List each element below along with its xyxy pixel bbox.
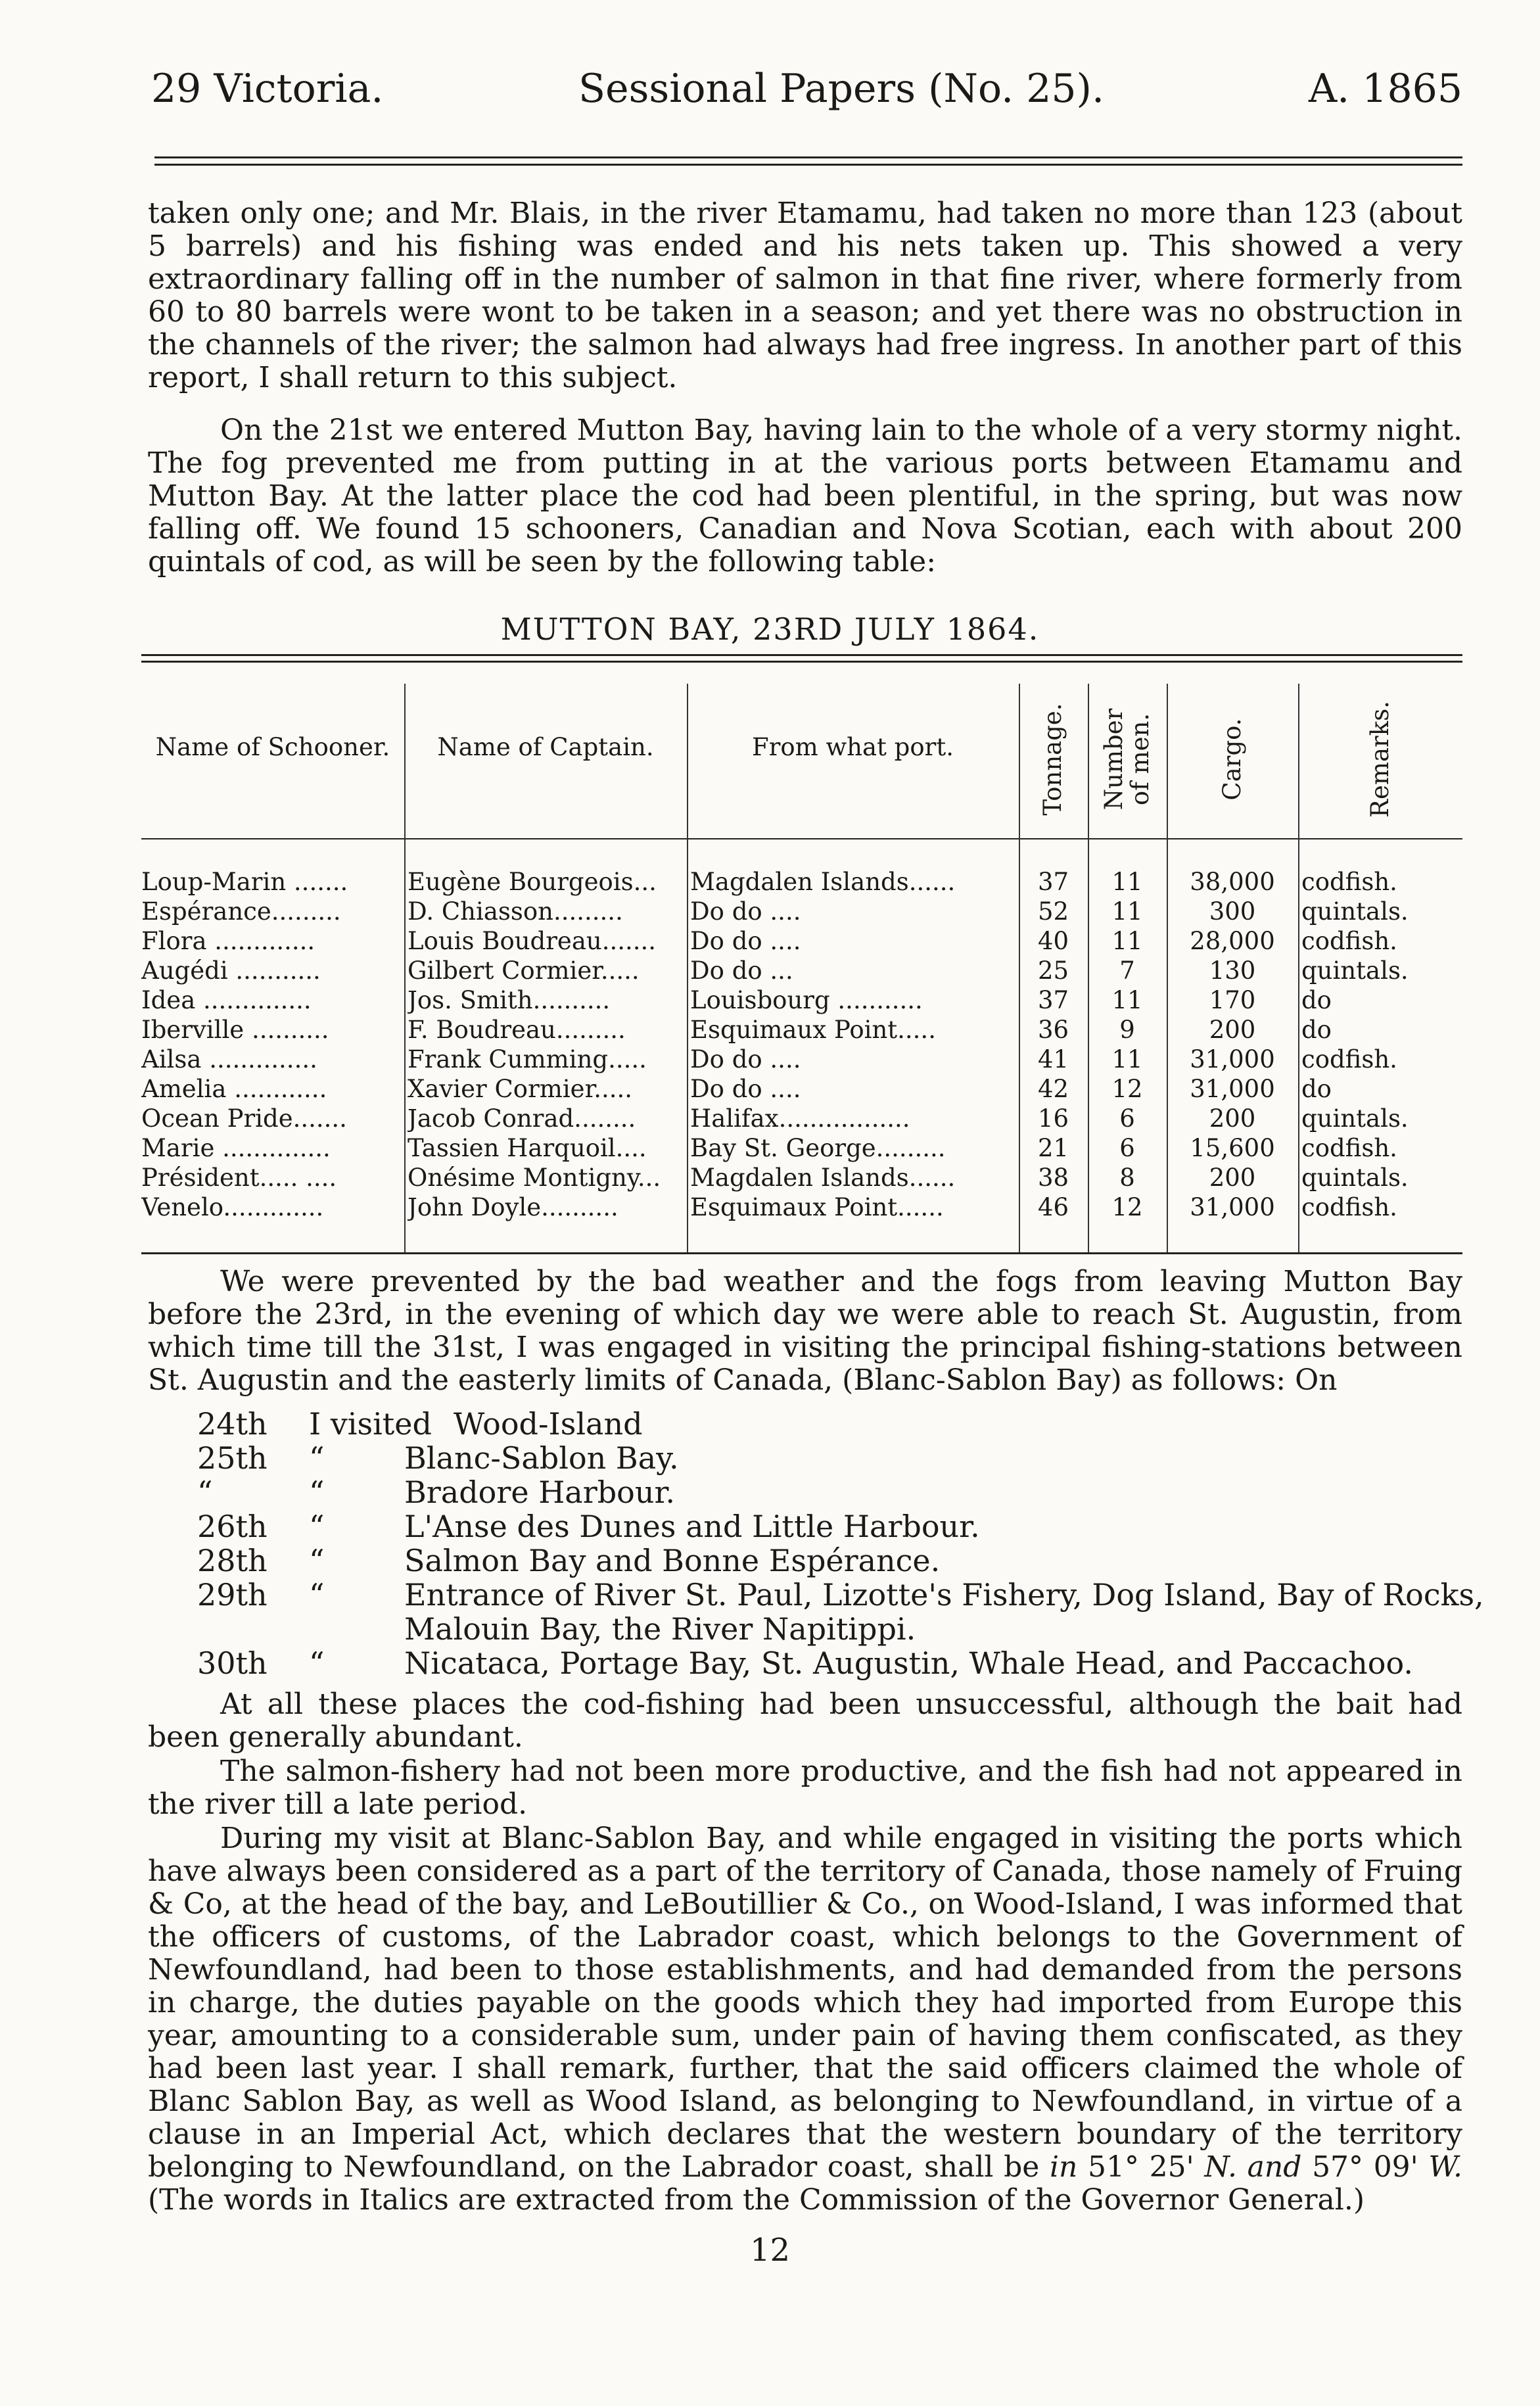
- cell-schooner: Ocean Pride.......: [141, 1104, 347, 1133]
- table-row: [141, 1164, 1462, 1192]
- paragraph-6: [148, 1822, 1462, 2217]
- schedule-day: “: [197, 1474, 213, 1510]
- cell-captain: Gilbert Cormier.....: [408, 956, 640, 985]
- cell-remarks: quintals.: [1301, 897, 1409, 926]
- cell-port: Do do ....: [690, 927, 801, 955]
- table-row: [141, 868, 1462, 897]
- italic-west: W.: [1428, 2150, 1462, 2184]
- cell-port: Magdalen Islands......: [690, 868, 956, 896]
- header-remarks: Remarks.: [1366, 701, 1394, 818]
- cell-tonnage: 36: [1037, 1016, 1069, 1044]
- table-row: [141, 927, 1462, 956]
- cell-tonnage: 37: [1037, 986, 1069, 1014]
- schedule-ditto: “: [309, 1440, 325, 1476]
- cell-port: Esquimaux Point.....: [690, 1016, 936, 1044]
- header-session: 29 Victoria.: [151, 66, 384, 112]
- longitude: 57° 09': [1312, 2150, 1418, 2184]
- cell-tonnage: 21: [1037, 1134, 1069, 1162]
- schedule-place: Bradore Harbour.: [404, 1474, 676, 1510]
- cell-remarks: codfish.: [1301, 1193, 1397, 1221]
- cell-captain: Louis Boudreau.......: [408, 927, 657, 955]
- cell-captain: Xavier Cormier.....: [408, 1075, 632, 1103]
- cell-men: 11: [1111, 986, 1143, 1014]
- schedule-place: L'Anse des Dunes and Little Harbour.: [404, 1509, 980, 1544]
- table-header-rule: [141, 838, 1462, 839]
- schedule-place: Nicataca, Portage Bay, St. Augustin, Whale Head, and Paccachoo.: [404, 1645, 1413, 1681]
- cell-men: 12: [1111, 1075, 1143, 1103]
- table-row: [141, 1193, 1462, 1222]
- cell-men: 11: [1111, 927, 1143, 955]
- cell-port: Do do ...: [690, 956, 793, 985]
- header-tonnage: Tonnage.: [1038, 703, 1067, 816]
- cell-cargo: 15,600: [1190, 1134, 1275, 1162]
- cell-tonnage: 16: [1037, 1104, 1069, 1133]
- schedule-day: 29th: [197, 1577, 268, 1613]
- cell-men: 6: [1119, 1104, 1135, 1133]
- cell-port: Do do ....: [690, 897, 801, 926]
- cell-tonnage: 42: [1037, 1075, 1069, 1103]
- cell-men: 9: [1119, 1016, 1135, 1044]
- schedule-place: Salmon Bay and Bonne Espérance.: [404, 1543, 941, 1578]
- cell-men: 11: [1111, 897, 1143, 926]
- cell-port: Bay St. George.........: [690, 1134, 946, 1162]
- cell-captain: Frank Cumming.....: [408, 1045, 647, 1073]
- cell-schooner: Flora .............: [141, 927, 315, 955]
- schedule-ditto: “: [309, 1543, 325, 1578]
- cell-schooner: Iberville ..........: [141, 1016, 329, 1044]
- cell-men: 6: [1119, 1134, 1135, 1162]
- cell-captain: Eugène Bourgeois...: [408, 868, 657, 896]
- cell-remarks: do: [1301, 1075, 1332, 1103]
- cell-schooner: Idea ..............: [141, 986, 312, 1014]
- cell-captain: Jos. Smith..........: [408, 986, 611, 1014]
- cell-remarks: codfish.: [1301, 868, 1397, 896]
- italic-in: in: [1049, 2150, 1078, 2184]
- cell-men: 11: [1111, 1045, 1143, 1073]
- cell-port: Magdalen Islands......: [690, 1164, 956, 1192]
- cell-men: 7: [1119, 956, 1135, 985]
- cell-cargo: 130: [1209, 956, 1256, 985]
- cell-men: 11: [1111, 868, 1143, 896]
- cell-cargo: 28,000: [1190, 927, 1275, 955]
- schedule-place: Entrance of River St. Paul, Lizotte's Fishery, Dog Island, Bay of Rocks, Malouin Bay, the River Napitippi.: [404, 1577, 1484, 1647]
- cell-remarks: codfish.: [1301, 1134, 1397, 1162]
- header-men: Number of men.: [1100, 708, 1154, 811]
- schooner-table: [141, 654, 1462, 1256]
- cell-tonnage: 38: [1037, 1164, 1069, 1192]
- cell-remarks: do: [1301, 986, 1332, 1014]
- cell-remarks: quintals.: [1301, 956, 1409, 985]
- paragraph-2: On the 21st we entered Mutton Bay, having lain to the whole of a very stormy night. The fog prevented me from putting in at the various ports between Etamamu and Mutton Bay. At the latter place the cod had been plentiful, in the spring, but was now falling off. We found 15 schooners, Canadian and Nova Scotian, each with about 200 quintals of cod, as will be seen by the following table:: [148, 413, 1462, 578]
- cell-cargo: 200: [1209, 1164, 1256, 1192]
- cell-port: Do do ....: [690, 1045, 801, 1073]
- header-port: From what port.: [752, 733, 954, 761]
- cell-schooner: Président..... ....: [141, 1164, 337, 1192]
- cell-tonnage: 52: [1037, 897, 1069, 926]
- cell-cargo: 300: [1209, 897, 1256, 926]
- cell-schooner: Venelo.............: [141, 1193, 324, 1221]
- cell-tonnage: 46: [1037, 1193, 1069, 1221]
- cell-schooner: Augédi ...........: [141, 956, 321, 985]
- header-cargo: Cargo.: [1218, 718, 1246, 801]
- header-rule: [154, 156, 1462, 166]
- cell-schooner: Amelia ............: [141, 1075, 327, 1103]
- schedule-day: 25th: [197, 1440, 268, 1476]
- cell-cargo: 31,000: [1190, 1075, 1275, 1103]
- header-title: Sessional Papers (No. 25).: [578, 66, 1105, 112]
- table-row: [141, 1134, 1462, 1163]
- cell-remarks: do: [1301, 1016, 1332, 1044]
- cell-captain: D. Chiasson.........: [408, 897, 623, 926]
- schedule-ditto: “: [309, 1509, 325, 1544]
- cell-remarks: quintals.: [1301, 1164, 1409, 1192]
- table-row: [141, 1104, 1462, 1133]
- cell-cargo: 38,000: [1190, 868, 1275, 896]
- cell-cargo: 31,000: [1190, 1193, 1275, 1221]
- cell-cargo: 170: [1209, 986, 1256, 1014]
- cell-cargo: 200: [1209, 1016, 1256, 1044]
- cell-cargo: 200: [1209, 1104, 1256, 1133]
- header-schooner: Name of Schooner.: [155, 733, 390, 761]
- schedule-day: 28th: [197, 1543, 268, 1578]
- latitude: 51° 25': [1088, 2150, 1194, 2184]
- paragraph-6-end: (The words in Italics are extracted from the Commission of the Governor General.): [148, 2183, 1365, 2217]
- cell-port: Esquimaux Point......: [690, 1193, 944, 1221]
- cell-schooner: Ailsa ..............: [141, 1045, 317, 1073]
- cell-cargo: 31,000: [1190, 1045, 1275, 1073]
- page-header: [151, 66, 1462, 131]
- schedule-place: Blanc-Sablon Bay.: [404, 1440, 679, 1476]
- schedule-ditto: “: [309, 1645, 325, 1681]
- paragraph-1: taken only one; and Mr. Blais, in the river Etamamu, had taken no more than 123 (about 5 barrels) and his fishing was ended and his nets taken up. This showed a very extraordinary falling off in the number of salmon in that fine river, where formerly from 60 to 80 barrels were wont to be taken in a season; and yet there was no obstruction in the channels of the river; the salmon had always had free ingress. In another part of this report, I shall return to this subject.: [148, 197, 1462, 394]
- cell-tonnage: 40: [1037, 927, 1069, 955]
- schedule-day: 30th: [197, 1645, 268, 1681]
- cell-port: Halifax.................: [690, 1104, 910, 1133]
- cell-captain: F. Boudreau.........: [408, 1016, 626, 1044]
- paragraph-6-body: During my visit at Blanc-Sablon Bay, and while engaged in visiting the ports which have always been considered as a part of the territory of Canada, those namely of Fruing & Co, at the head of the bay, and LeBoutillier & Co., on Wood-Island, I was informed that the officers of customs, of the Labrador coast, which belongs to the Government of Newfoundland, had been to those establishments, and had demanded from the persons in charge, the duties payable on the goods which they had imported from Europe this year, amounting to a considerable sum, under pain of having them confiscated, as they had been last year. I shall remark, further, that the said officers claimed the whole of Blanc Sablon Bay, as well as Wood Island, as belonging to Newfoundland, in virtue of a clause in an Imperial Act, which declares that the western boundary of the territory belonging to Newfoundland, on the Labrador coast, shall be: [148, 1822, 1462, 2184]
- italic-north: N. and: [1204, 2150, 1302, 2184]
- cell-remarks: codfish.: [1301, 1045, 1397, 1073]
- schedule-ditto: I visited: [309, 1406, 432, 1442]
- table-top-rule-2: [141, 661, 1462, 663]
- table-row: [141, 986, 1462, 1015]
- cell-captain: Onésime Montigny...: [408, 1164, 661, 1192]
- cell-tonnage: 37: [1037, 868, 1069, 896]
- schedule-ditto: “: [309, 1577, 325, 1613]
- cell-schooner: Marie ..............: [141, 1134, 331, 1162]
- table-row: [141, 956, 1462, 985]
- cell-schooner: Loup-Marin .......: [141, 868, 348, 896]
- schedule-day: 26th: [197, 1509, 268, 1544]
- cell-remarks: quintals.: [1301, 1104, 1409, 1133]
- table-row: [141, 897, 1462, 926]
- header-captain: Name of Captain.: [437, 733, 654, 761]
- cell-schooner: Espérance.........: [141, 897, 341, 926]
- schedule-day: 24th: [197, 1406, 268, 1442]
- cell-captain: Tassien Harquoil....: [408, 1134, 647, 1162]
- cell-port: Louisbourg ...........: [690, 986, 923, 1014]
- paragraph-4: At all these places the cod-fishing had been unsuccessful, although the bait had been generally abundant.: [148, 1687, 1462, 1754]
- schedule-ditto: “: [309, 1474, 325, 1510]
- table-row: [141, 1045, 1462, 1074]
- table-row: [141, 1016, 1462, 1045]
- cell-tonnage: 25: [1037, 956, 1069, 985]
- cell-port: Do do ....: [690, 1075, 801, 1103]
- cell-men: 12: [1111, 1193, 1143, 1221]
- cell-remarks: codfish.: [1301, 927, 1397, 955]
- cell-captain: John Doyle..........: [408, 1193, 618, 1221]
- schedule-place: Wood-Island: [454, 1406, 643, 1442]
- paragraph-3: We were prevented by the bad weather and the fogs from leaving Mutton Bay before the 23rd, in the evening of which day we were able to reach St. Augustin, from which time till the 31st, I was engaged in visiting the principal fishing-stations between St. Augustin and the easterly limits of Canada, (Blanc-Sablon Bay) as follows: On: [148, 1265, 1462, 1397]
- table-bottom-rule: [141, 1252, 1462, 1254]
- cell-men: 8: [1119, 1164, 1135, 1192]
- header-year: A. 1865: [1308, 66, 1462, 112]
- table-caption: MUTTON BAY, 23RD JULY 1864.: [500, 611, 1040, 647]
- cell-tonnage: 41: [1037, 1045, 1069, 1073]
- table-top-rule: [141, 654, 1462, 656]
- table-row: [141, 1075, 1462, 1104]
- page-number: 12: [749, 2232, 791, 2269]
- paragraph-5: The salmon-fishery had not been more productive, and the fish had not appeared in the river till a late period.: [148, 1755, 1462, 1821]
- cell-captain: Jacob Conrad........: [408, 1104, 636, 1133]
